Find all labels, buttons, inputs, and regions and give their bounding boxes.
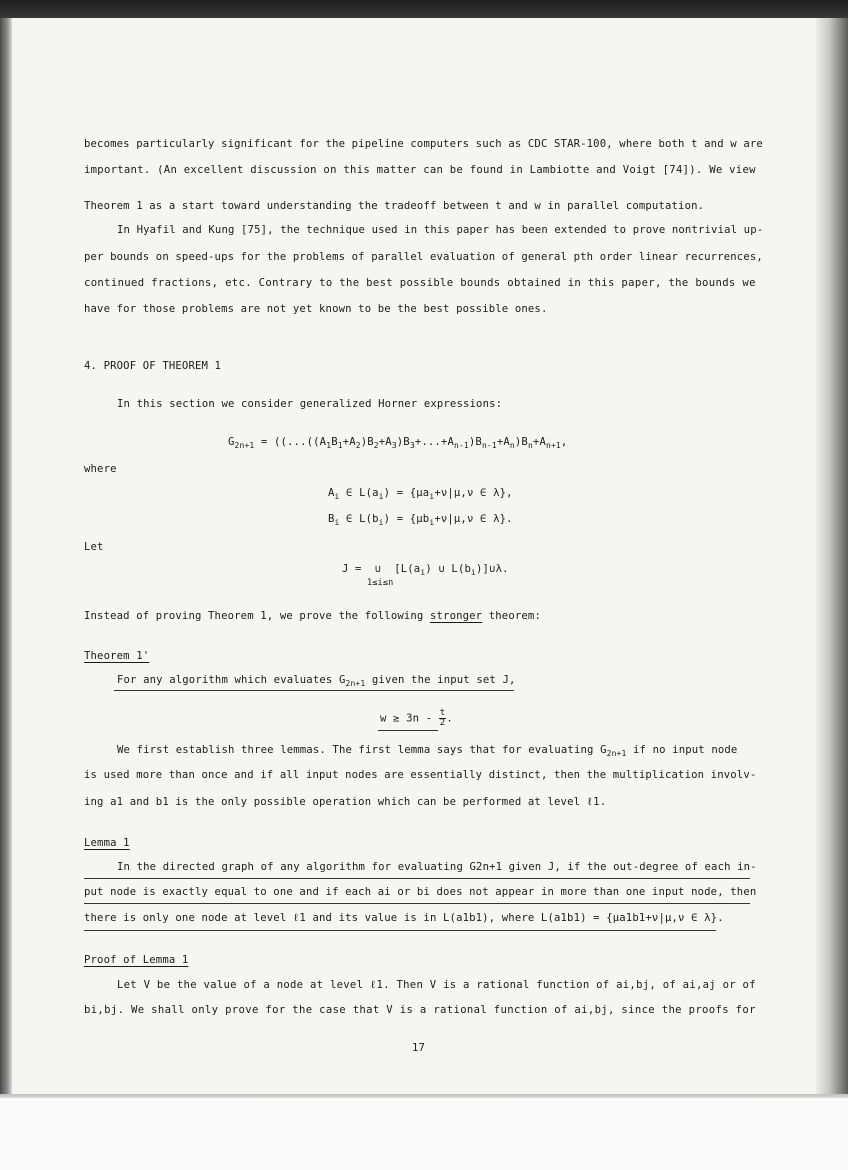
lemmas-intro-line1a: We first establish three lemmas. The first lemma says that for evaluating G	[117, 744, 607, 756]
section-heading: 4. PROOF OF THEOREM 1	[84, 360, 222, 372]
paragraph1-line2: important. (An excellent discussion on this matter can be found in Lambiotte and Voigt [74]). We view	[84, 164, 756, 176]
instead-emph: stronger	[429, 610, 483, 622]
scan-left-edge	[0, 18, 12, 1098]
page-number: 17	[412, 1042, 426, 1054]
bound-num: t	[439, 708, 446, 718]
paragraph2-line2: per bounds on speed-ups for the problems of parallel evaluation of general pth order linear recurrences,	[84, 251, 763, 263]
lemmas-intro-line1	[117, 744, 737, 758]
bound-den: 2	[439, 718, 446, 728]
lemma1-underline-2	[84, 903, 750, 904]
proof-line1: Let V be the value of a node at level ℓ1. Then V is a rational function of ai,bj, of ai,aj or of	[117, 979, 756, 991]
lemmas-intro-line1-sub: 2n+1	[606, 749, 627, 758]
lemma1-line2: put node is exactly equal to one and if each ai or bi does not appear in more than one input node, then	[84, 886, 757, 898]
equation-J: J = ∪ [$L(a_i)$ ∪ $L(b_i)]\cup\lambda$.	[342, 563, 509, 577]
lemma1-line1: In the directed graph of any algorithm for evaluating G2n+1 given J, if the out-degree of each in-	[117, 861, 757, 873]
lemmas-intro-line2: is used more than once and if all input nodes are essentially distinct, then the multiplication involv-	[84, 769, 757, 781]
instead-before: Instead of proving Theorem 1, we prove the following	[84, 610, 430, 622]
lemmas-intro-line3: ing a1 and b1 is the only possible operation which can be performed at level ℓ1.	[84, 796, 607, 808]
bound-underline	[378, 730, 438, 731]
lemma1-line3: there is only one node at level ℓ1 and its value is in L(a1b1), where L(a1b1) = {μa1b1+ν|μ,ν ∈ λ}.	[84, 912, 724, 924]
equation-A: $A_i$ ∈ $L(a_i) = \{\mu a_i+\nu|\mu,\nu$ ∈ λ},	[328, 487, 513, 501]
paragraph2-line4: have for those problems are not yet known to be the best possible ones.	[84, 303, 548, 315]
proof-heading: Proof of Lemma 1	[84, 954, 189, 966]
scan-top-border	[0, 0, 848, 20]
intro-text: In this section we consider generalized Horner expressions:	[117, 398, 503, 410]
theorem1prime-statement-sub: 2n+1	[345, 679, 366, 688]
paragraph2-line1: In Hyafil and Kung [75], the technique used in this paper has been extended to prove nontrivial up-	[117, 224, 764, 236]
lemmas-intro-line1b: if no input node	[626, 744, 738, 756]
theorem1prime-statement-before: For any algorithm which evaluates G	[117, 674, 346, 686]
theorem1prime-underline	[114, 690, 514, 691]
theorem1prime-bound	[380, 709, 453, 728]
let-label: Let	[84, 541, 104, 553]
where-label: where	[84, 463, 117, 475]
paragraph1-line1: becomes particularly significant for the pipeline computers such as CDC STAR-100, where both t and w are	[84, 138, 763, 150]
horner-equation: $G_{2n+1} = ((...((A_1B_1+A_2)B_2+A_3)B_3+...+A_{n-1})B_{n-1}+A_n)B_n+A_{n+1}$,	[228, 436, 568, 450]
paper-page	[12, 18, 816, 1096]
instead-text	[84, 610, 541, 622]
scan-right-edge	[816, 18, 848, 1098]
equation-B: $B_i$ ∈ $L(b_i) = \{\mu b_i+\nu|\mu,\nu$ ∈ λ}.	[328, 513, 513, 527]
theorem1prime-statement	[117, 674, 516, 688]
instead-after: theorem:	[482, 610, 541, 622]
lemma1-underline-1	[84, 878, 750, 879]
theorem1prime-heading: Theorem 1'	[84, 650, 150, 662]
bound-left: w ≥ 3n -	[380, 712, 439, 725]
paragraph1-line3: Theorem 1 as a start toward understanding the tradeoff between t and w in parallel computation.	[84, 200, 705, 212]
lemma1-underline-3	[84, 930, 716, 931]
paragraph2-line3: continued fractions, etc. Contrary to the best possible bounds obtained in this paper, the bounds we	[84, 277, 756, 289]
equation-J-range: 1≤i≤n	[367, 578, 394, 588]
bound-end: .	[446, 712, 453, 725]
proof-line2: bi,bj. We shall only prove for the case that V is a rational function of ai,bj, since the proofs for	[84, 1004, 756, 1016]
lemma1-heading: Lemma 1	[84, 837, 130, 849]
theorem1prime-statement-after: given the input set J,	[365, 674, 516, 686]
scan-bottom-margin	[0, 1098, 848, 1170]
